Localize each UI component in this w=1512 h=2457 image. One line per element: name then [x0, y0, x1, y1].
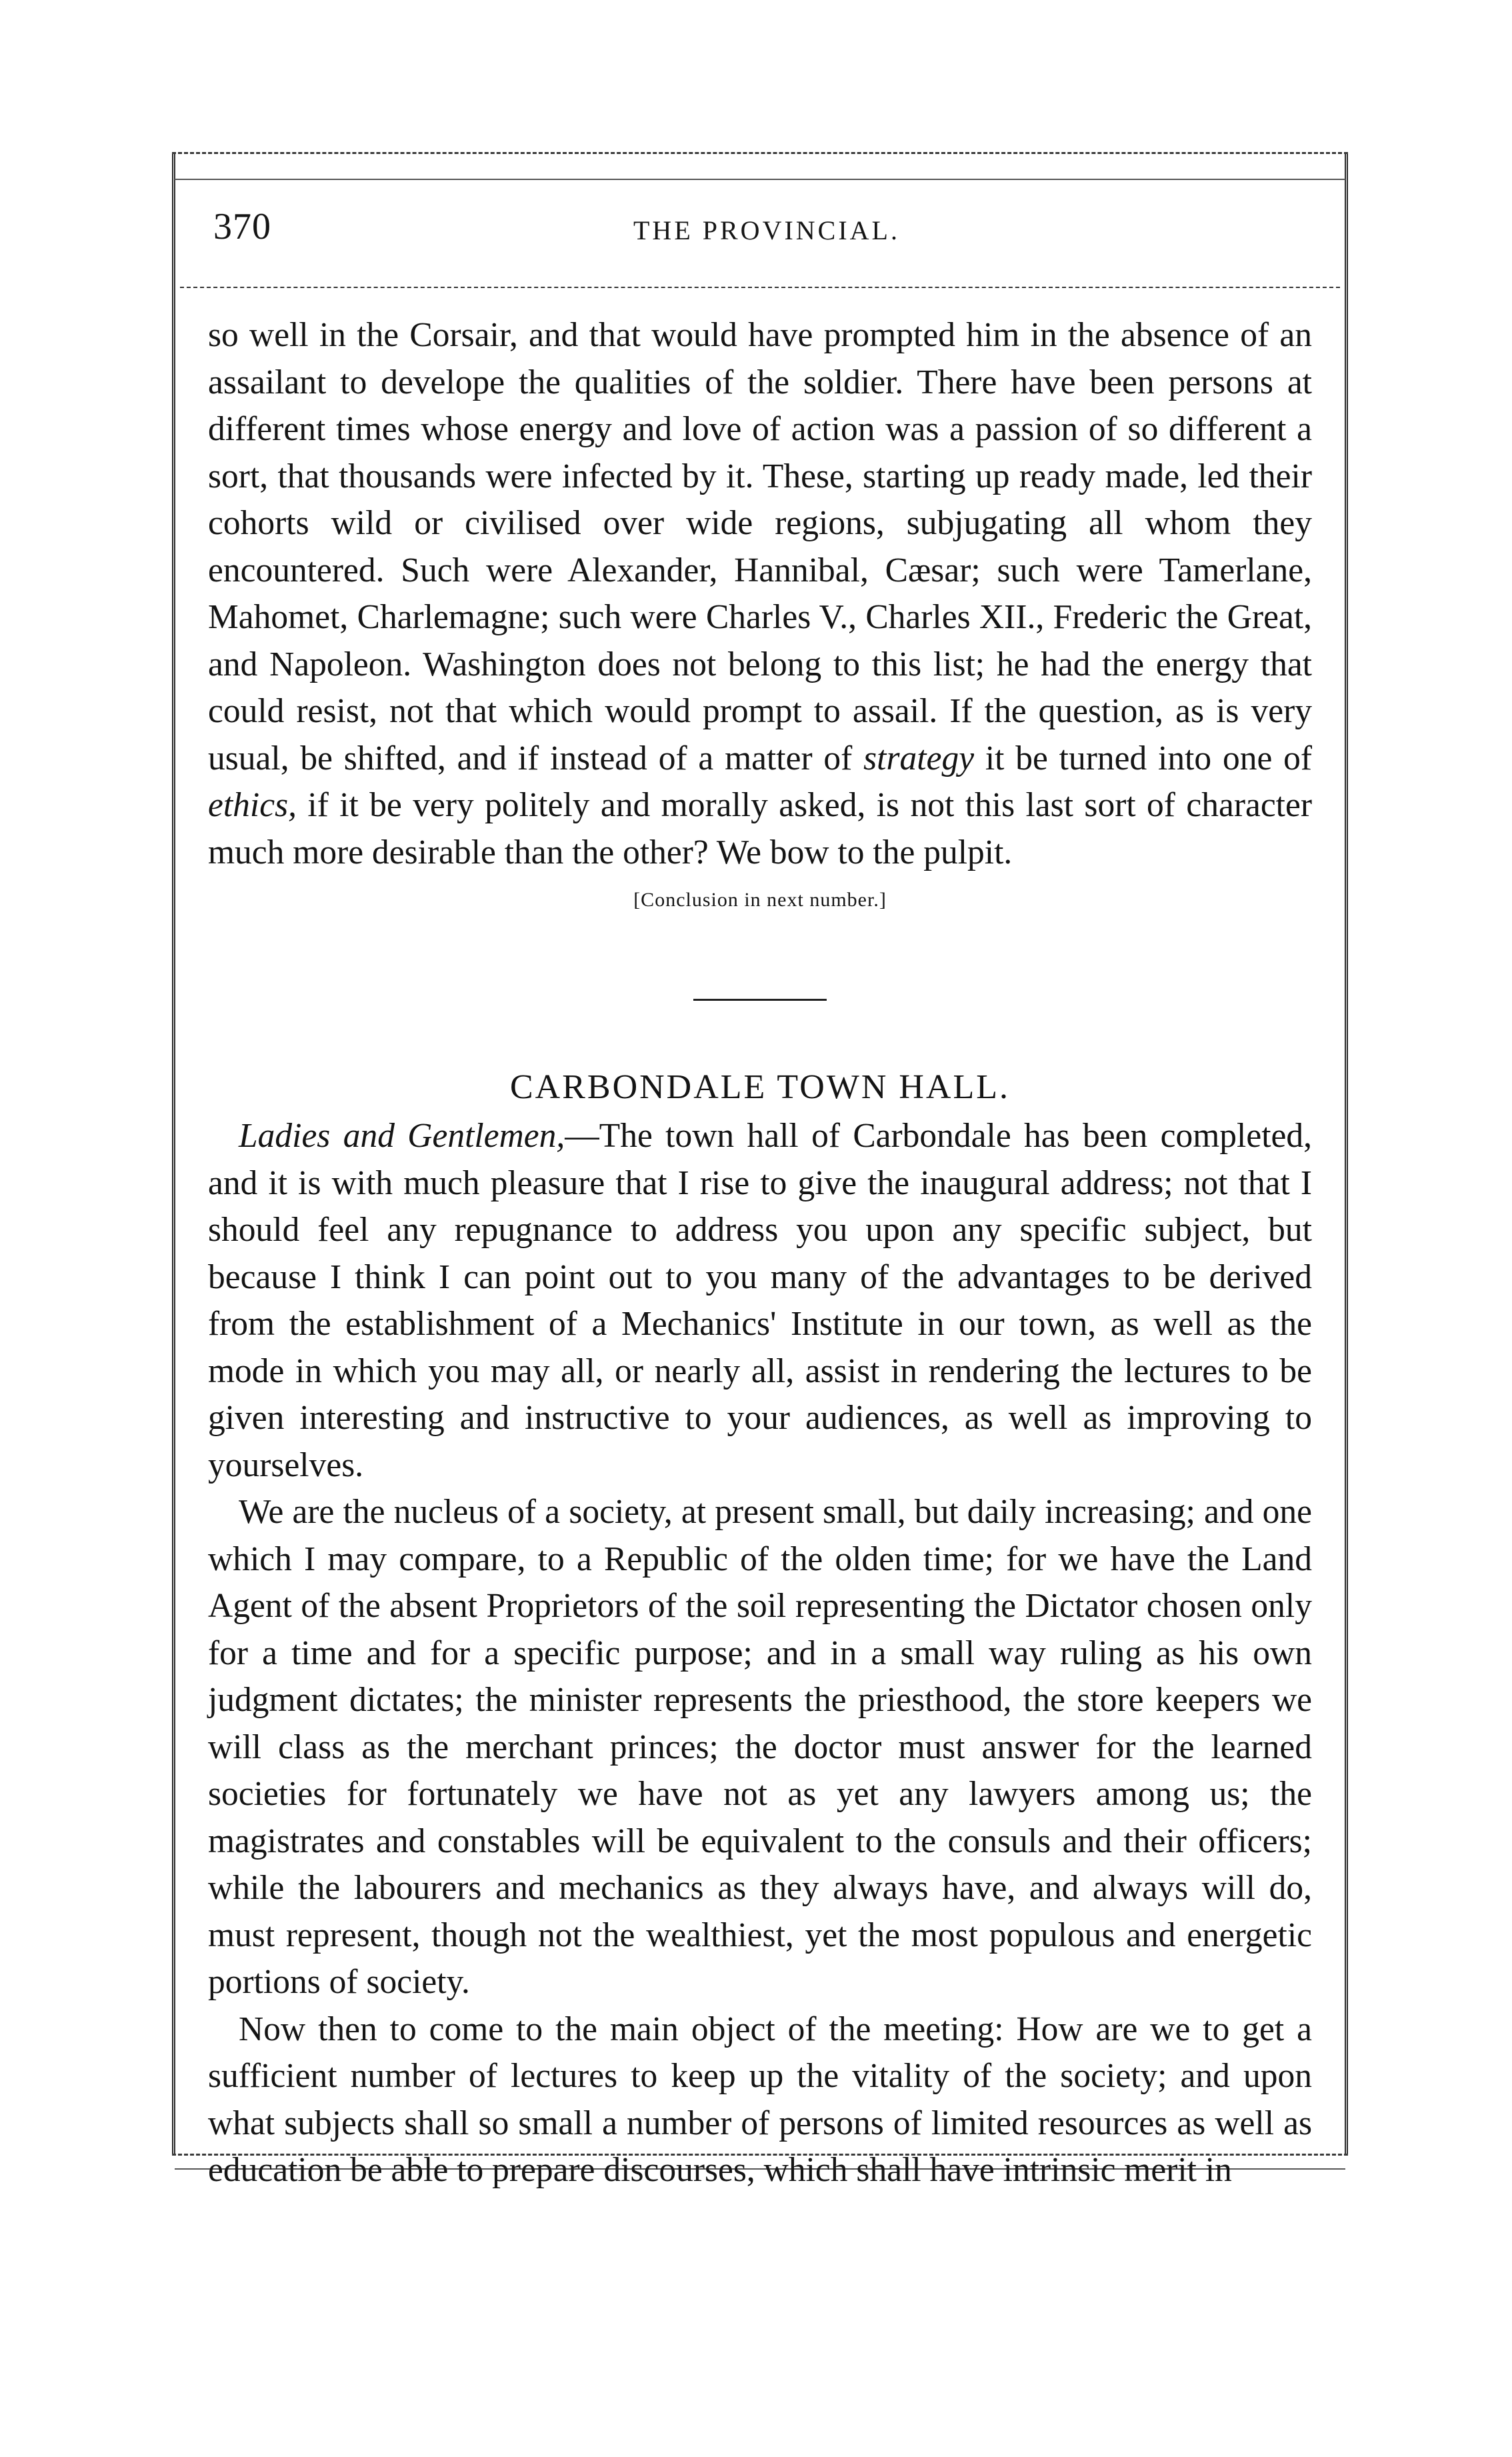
article-one-paragraph	[208, 312, 1312, 876]
header-rule	[180, 287, 1340, 288]
article-title: CARBONDALE TOWN HALL.	[509, 1068, 1011, 1106]
article-two-paragraph-1	[208, 1113, 1312, 1489]
section-divider	[693, 999, 827, 1001]
page-number: 370	[213, 206, 271, 247]
continuation-note: [Conclusion in next number.]	[633, 889, 887, 911]
top-border-rule	[172, 152, 1348, 154]
article-two-paragraph-3: Now then to come to the main object of the meeting: How are we to get a sufficient number of lectures to keep up the vitality of the society; and upon what subjects shall so small a number of persons of limited resources as well as education be able to prepare discourses, which shall have intrinsic merit in	[208, 2010, 1312, 2189]
article-one-text-2: it be turned into one of	[974, 739, 1313, 777]
running-head: THE PROVINCIAL.	[633, 215, 900, 245]
salutation: Ladies and Gentlemen,	[239, 1117, 565, 1155]
paragraph-1-text: —The town hall of Carbondale has been completed, and it is with much pleasure that I rise to give the inaugural address; not that I should feel any repugnance to address you upon any specific subject, but because I think I can point out to you many of the advantages to be derived from the establishment of a Mechanics' Institute in our town, as well as the mode in which you may all, or nearly all, assist in rendering the lectures to be given interesting and instructive to your audiences, as well as improving to yourselves.	[208, 1117, 1312, 1484]
article-one-text: so well in the Corsair, and that would have prompted him in the absence of an assailant to develope the qualities of the soldier. There have been persons at different times whose energy and love of action was a passion of so different a sort, that thousands were infected by it. These, starting up ready made, led their cohorts wild or civilised over wide regions, subjugating all whom they encountered. Such were Alexander, Hannibal, Cæsar; such were Tamerlane, Mahomet, Charlemagne; such were Charles V., Charles XII., Frederic the Great, and Napoleon. Washington does not belong to this list; he had the energy that could resist, not that which would prompt to assail. If the question, as is very usual, be shifted, and if instead of a matter of	[208, 316, 1312, 777]
italic-strategy: strategy	[863, 739, 975, 777]
page-header	[213, 205, 1320, 265]
italic-ethics: ethics,	[208, 786, 297, 824]
article-two-paragraph-2: We are the nucleus of a society, at present small, but daily increasing; and one which I may compare, to a Republic of the olden time; for we have the Land Agent of the absent Proprietors of the soil representing the Dictator chosen only for a time and for a specific purpose; and in a small way ruling as his own judgment dictates; the minister represents the priesthood, the store keepers we will class as the merchant princes; the doctor must answer for the learned societies for fortunately we have not as yet any lawyers among us; the magistrates and constables will be equivalent to the consuls and their officers; while the labourers and mechanics as they always have, and always will do, must represent, though not the wealthiest, yet the most populous and energetic portions of society.	[208, 1493, 1312, 2001]
page-body	[208, 312, 1312, 2194]
top-border-inner-rule	[175, 179, 1345, 180]
article-one-text-3: if it be very politely and morally asked, is not this last sort of character much more desirable than the other? We bow to the pulpit.	[208, 786, 1312, 871]
